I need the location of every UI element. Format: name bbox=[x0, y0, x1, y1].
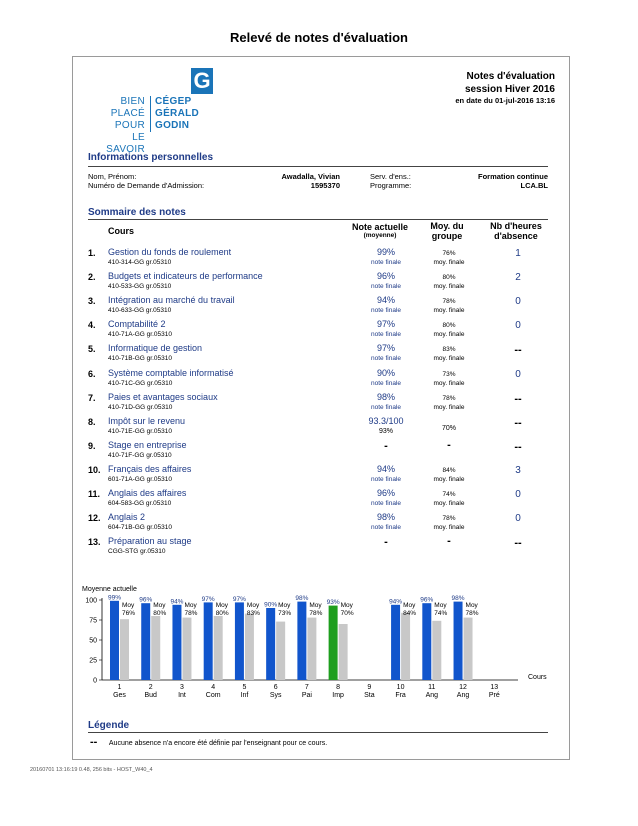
moy-bar-label: 84% bbox=[403, 610, 417, 617]
moy-bar-label: 73% bbox=[278, 610, 292, 617]
course-group-avg-sub: moy. finale bbox=[433, 403, 465, 411]
logo-tagline bbox=[93, 96, 145, 156]
moy-bar-label: 80% bbox=[215, 610, 229, 617]
course-code: 601-71A-GG gr.05310 bbox=[108, 475, 172, 483]
course-group-avg: 78% bbox=[442, 515, 456, 523]
x-tick-label: 2 bbox=[148, 684, 153, 691]
moy-bar-label: 78% bbox=[184, 610, 198, 617]
course-row bbox=[88, 367, 548, 390]
course-number: 3. bbox=[88, 296, 96, 307]
course-number: 12. bbox=[88, 513, 101, 524]
course-number: 2. bbox=[88, 272, 96, 283]
course-group-avg-sub: moy. finale bbox=[433, 524, 465, 532]
course-code: 410-314-GG gr.05310 bbox=[108, 259, 172, 266]
course-grade-sub: note finale bbox=[371, 259, 401, 266]
course-group-avg-sub: moy. finale bbox=[433, 283, 465, 291]
col-header-group-avg bbox=[415, 221, 479, 241]
course-grade-sub: note finale bbox=[371, 475, 401, 483]
x-category-label: Int bbox=[178, 692, 186, 699]
course-row bbox=[88, 487, 548, 510]
moy-bar-label: 83% bbox=[246, 610, 260, 617]
course-grade: 96% bbox=[376, 271, 395, 282]
course-group-avg: 80% bbox=[442, 322, 456, 330]
x-category-label: Ges bbox=[113, 692, 126, 699]
y-tick-label: 50 bbox=[89, 637, 97, 645]
course-grade: 93.3/100 bbox=[368, 415, 404, 426]
service-label: Serv. d'ens.: bbox=[370, 172, 411, 181]
chart-title: Moyenne actuelle bbox=[82, 586, 137, 593]
note-bar bbox=[329, 606, 338, 680]
note-bar-label: 99% bbox=[107, 594, 122, 602]
course-name-link[interactable]: Préparation au stage bbox=[108, 536, 192, 547]
course-grade: 90% bbox=[376, 367, 395, 378]
moy-bar-label: 70% bbox=[340, 610, 354, 617]
course-name-link[interactable]: Informatique de gestion bbox=[108, 343, 203, 354]
note-bar-label: 98% bbox=[451, 595, 465, 603]
logo-name-line: GÉRALD bbox=[155, 108, 200, 119]
moy-bar-label: 76% bbox=[122, 610, 136, 617]
x-category-label: Imp bbox=[332, 692, 344, 699]
col-header-group-avg-line: groupe bbox=[431, 231, 463, 241]
note-bar bbox=[204, 602, 213, 680]
course-grade: 96% bbox=[376, 488, 395, 498]
note-bar-label: 94% bbox=[389, 598, 403, 606]
moy-bar-word: Moy bbox=[309, 602, 322, 609]
course-row bbox=[88, 415, 548, 438]
college-logo bbox=[93, 68, 215, 155]
x-tick-label: 3 bbox=[180, 684, 184, 691]
x-category-label: Sys bbox=[269, 692, 282, 699]
course-absence: -- bbox=[514, 416, 522, 429]
course-row bbox=[88, 270, 548, 293]
course-grade-sub: note finale bbox=[371, 331, 401, 339]
course-name-link[interactable]: Comptabilité 2 bbox=[108, 319, 166, 330]
program-value: LCA.BL bbox=[520, 181, 548, 190]
logo-college-name bbox=[155, 96, 199, 132]
course-group-avg-sub: moy. finale bbox=[433, 331, 465, 339]
grade-chart bbox=[78, 582, 568, 712]
x-tick-label: 4 bbox=[211, 684, 216, 691]
course-name-link[interactable]: Anglais des affaires bbox=[108, 488, 187, 498]
x-tick-label: 7 bbox=[304, 684, 309, 691]
course-grade-sub: 93% bbox=[378, 427, 393, 435]
x-category-label: Sta bbox=[364, 692, 375, 699]
course-row bbox=[88, 535, 548, 558]
course-number: 9. bbox=[88, 440, 96, 451]
col-header-group-avg-line: Moy. du bbox=[430, 221, 464, 231]
course-number: 10. bbox=[88, 464, 101, 475]
course-number: 11. bbox=[88, 489, 101, 499]
x-tick-label: 9 bbox=[367, 684, 372, 691]
course-row bbox=[88, 463, 548, 486]
col-header-absence bbox=[478, 221, 554, 241]
course-absence: 0 bbox=[515, 320, 521, 332]
y-tick-label: 25 bbox=[89, 657, 97, 665]
moy-bar-label: 78% bbox=[465, 610, 479, 617]
moy-bar bbox=[214, 616, 223, 680]
x-tick-label: 10 bbox=[396, 684, 405, 691]
admission-number-label: Numéro de Demande d'Admission: bbox=[88, 181, 205, 190]
col-header-grade-label: Note actuelle bbox=[351, 222, 409, 232]
course-group-avg-sub: moy. finale bbox=[433, 475, 465, 483]
moy-bar-word: Moy bbox=[184, 602, 197, 609]
course-row bbox=[88, 391, 548, 414]
page-title: Relevé de notes d'évaluation bbox=[230, 30, 408, 45]
moy-bar bbox=[464, 618, 473, 680]
course-absence: -- bbox=[514, 537, 522, 550]
logo-name-line: GODIN bbox=[155, 120, 190, 131]
note-bar-label: 96% bbox=[139, 596, 153, 604]
x-category-label: Pré bbox=[488, 692, 500, 699]
course-number: 1. bbox=[88, 248, 96, 258]
note-bar-label: 94% bbox=[170, 598, 184, 606]
course-row bbox=[88, 294, 548, 317]
course-number: 4. bbox=[88, 320, 96, 331]
note-bar-label: 96% bbox=[420, 596, 434, 604]
moy-bar bbox=[307, 618, 316, 680]
course-name-link[interactable]: Impôt sur le revenu bbox=[108, 415, 186, 426]
course-grade-sub: note finale bbox=[371, 283, 401, 291]
x-tick-label: 1 bbox=[117, 684, 122, 691]
course-group-avg: 73% bbox=[442, 370, 456, 378]
moy-bar-word: Moy bbox=[403, 602, 416, 609]
course-row bbox=[88, 511, 548, 534]
note-bar bbox=[297, 602, 306, 680]
moy-bar-word: Moy bbox=[278, 602, 291, 609]
legend-text: Aucune absence n'a encore été définie par l'enseignant pour ce cours. bbox=[108, 740, 328, 747]
course-grade: 94% bbox=[376, 295, 395, 306]
note-bar-label: 90% bbox=[264, 601, 278, 609]
course-grade-sub: note finale bbox=[371, 379, 401, 387]
course-grade-sub: note finale bbox=[371, 403, 401, 411]
moy-bar-word: Moy bbox=[340, 602, 353, 609]
note-bar bbox=[422, 603, 431, 680]
note-bar-label: 93% bbox=[326, 599, 340, 607]
x-axis-label: Cours bbox=[528, 674, 547, 681]
admission-number-value: 1595370 bbox=[310, 181, 340, 190]
course-name-link[interactable]: Stage en entreprise bbox=[108, 439, 187, 450]
course-group-avg: - bbox=[447, 535, 451, 548]
moy-bar-label: 78% bbox=[309, 610, 323, 617]
personal-divider bbox=[88, 166, 548, 167]
course-group-avg-sub: 70% bbox=[441, 424, 456, 432]
course-code: 410-533-GG gr.05310 bbox=[108, 283, 172, 291]
legend-entry bbox=[90, 736, 327, 748]
x-category-label: Bud bbox=[144, 692, 157, 699]
course-name-link[interactable]: Intégration au marché du travail bbox=[108, 295, 235, 306]
course-row bbox=[88, 318, 548, 341]
note-bar-label: 97% bbox=[232, 595, 246, 603]
course-code: 604-583-GG gr.05310 bbox=[108, 500, 172, 507]
course-grade: - bbox=[384, 439, 388, 452]
course-grade: 98% bbox=[376, 391, 395, 402]
service-value: Formation continue bbox=[478, 172, 548, 181]
x-category-label: Pai bbox=[301, 692, 312, 699]
session-title: session Hiver 2016 bbox=[464, 84, 555, 95]
course-grade-sub: note finale bbox=[371, 500, 401, 507]
course-grade: 94% bbox=[376, 463, 395, 474]
report-date: en date du 01-jul-2016 13:16 bbox=[455, 96, 555, 105]
program-label: Programme: bbox=[370, 181, 412, 190]
course-number: 8. bbox=[88, 416, 96, 427]
moy-bar bbox=[401, 613, 410, 680]
note-bar-label: 98% bbox=[295, 595, 309, 603]
course-group-avg: 83% bbox=[442, 346, 456, 354]
course-absence: -- bbox=[514, 344, 522, 357]
col-header-absence-line: Nb d'heures bbox=[490, 221, 542, 231]
summary-divider bbox=[88, 219, 548, 220]
legend-symbol: -- bbox=[90, 736, 98, 748]
course-absence: 0 bbox=[515, 368, 521, 380]
course-code: CGG-STG gr.05310 bbox=[108, 548, 166, 556]
note-bar bbox=[454, 602, 463, 680]
notes-title: Notes d'évaluation bbox=[466, 71, 555, 82]
course-name-link[interactable]: Budgets et indicateurs de performance bbox=[108, 271, 263, 282]
x-tick-label: 6 bbox=[273, 684, 278, 691]
note-bar bbox=[141, 603, 150, 680]
moy-bar-word: Moy bbox=[122, 602, 135, 609]
course-grade-sub: note finale bbox=[371, 524, 401, 532]
course-absence: 1 bbox=[515, 248, 521, 259]
course-name-link[interactable]: Gestion du fonds de roulement bbox=[108, 247, 232, 257]
course-group-avg-sub: moy. finale bbox=[433, 355, 465, 363]
x-category-label: Inf bbox=[240, 692, 249, 699]
course-group-avg: 76% bbox=[442, 250, 456, 257]
course-group-avg: 74% bbox=[442, 491, 456, 498]
course-name-link[interactable]: Anglais 2 bbox=[108, 512, 146, 523]
x-tick-label: 12 bbox=[459, 684, 467, 691]
moy-bar-label: 80% bbox=[153, 610, 167, 617]
course-group-avg: 78% bbox=[442, 394, 456, 402]
course-code: 410-71D-GG gr.05310 bbox=[108, 403, 173, 411]
course-grade: - bbox=[384, 536, 388, 549]
logo-tagline-line: LE SAVOIR bbox=[106, 132, 145, 155]
x-tick-label: 8 bbox=[336, 684, 341, 691]
course-grade: 98% bbox=[376, 512, 395, 523]
moy-bar-word: Moy bbox=[215, 602, 228, 609]
course-absence: 0 bbox=[515, 296, 521, 308]
note-bar bbox=[266, 608, 275, 680]
col-header-grade bbox=[340, 222, 420, 239]
note-bar bbox=[235, 602, 244, 680]
course-grade: 97% bbox=[376, 343, 395, 354]
course-grade: 99% bbox=[376, 247, 395, 257]
course-code: 604-71B-GG gr.05310 bbox=[108, 524, 172, 532]
course-absence: 0 bbox=[515, 489, 521, 500]
logo-name-line: CÉGEP bbox=[155, 96, 192, 107]
course-number: 5. bbox=[88, 344, 96, 355]
y-tick-label: 75 bbox=[89, 617, 97, 625]
moy-bar bbox=[339, 624, 348, 680]
moy-bar-word: Moy bbox=[246, 602, 260, 609]
name-label: Nom, Prénom: bbox=[88, 172, 137, 181]
x-tick-label: 13 bbox=[490, 684, 499, 691]
course-code: 410-71A-GG gr.05310 bbox=[108, 331, 172, 339]
x-category-label: Ang bbox=[425, 692, 439, 699]
course-name-link[interactable]: Système comptable informatisé bbox=[108, 367, 234, 378]
moy-bar bbox=[182, 618, 191, 680]
x-category-label: Com bbox=[205, 692, 221, 699]
course-number: 7. bbox=[88, 392, 96, 403]
course-number: 6. bbox=[88, 368, 96, 379]
note-bar-label: 97% bbox=[201, 595, 215, 603]
moy-bar bbox=[432, 621, 441, 680]
name-value: Awadalla, Vivian bbox=[281, 172, 340, 181]
logo-tagline-line: BIEN PLACÉ bbox=[110, 96, 145, 119]
course-grade-sub: note finale bbox=[371, 307, 401, 315]
moy-bar bbox=[276, 622, 285, 680]
y-tick-label: 100 bbox=[85, 597, 97, 605]
course-number: 13. bbox=[88, 537, 101, 548]
course-name-link[interactable]: Français des affaires bbox=[108, 463, 192, 474]
course-group-avg: - bbox=[447, 438, 451, 451]
course-grade: 97% bbox=[376, 319, 395, 330]
moy-bar bbox=[245, 614, 254, 680]
course-group-avg-sub: moy. finale bbox=[433, 307, 465, 315]
course-group-avg-sub: moy. finale bbox=[433, 379, 465, 387]
course-absence: -- bbox=[514, 440, 522, 453]
course-code: 410-633-GG gr.05310 bbox=[108, 307, 172, 315]
course-row bbox=[88, 439, 548, 462]
course-row bbox=[88, 342, 548, 365]
note-bar bbox=[172, 605, 181, 680]
note-bar bbox=[110, 601, 119, 680]
course-code: 410-71F-GG gr.05310 bbox=[108, 451, 172, 459]
moy-bar-word: Moy bbox=[465, 602, 478, 609]
session-header bbox=[455, 70, 555, 105]
logo-letter: G bbox=[191, 68, 213, 94]
course-code: 410-71C-GG gr.05310 bbox=[108, 379, 173, 387]
course-absence: -- bbox=[514, 392, 522, 405]
moy-bar-word: Moy bbox=[434, 602, 447, 609]
course-group-avg: 80% bbox=[442, 274, 456, 282]
x-category-label: Ang bbox=[456, 692, 470, 699]
footer-stamp: 20160701 13:16:19 0.48, 256 bits - HOST_W40_4 bbox=[30, 767, 153, 773]
summary-section-title: Sommaire des notes bbox=[88, 207, 186, 218]
col-header-grade-sub: (moyenne) bbox=[363, 232, 397, 239]
moy-bar-label: 74% bbox=[434, 610, 448, 617]
course-code: 410-71E-GG gr.05310 bbox=[108, 427, 172, 435]
course-absence: 3 bbox=[515, 464, 521, 476]
moy-bar-word: Moy bbox=[153, 602, 166, 609]
col-header-absence-line: d'absence bbox=[494, 231, 538, 241]
course-group-avg: 78% bbox=[442, 298, 456, 306]
course-row bbox=[88, 246, 548, 269]
y-tick-label: 0 bbox=[93, 677, 97, 685]
logo-separator bbox=[150, 96, 151, 132]
x-tick-label: 11 bbox=[428, 684, 436, 691]
legend-section-title: Légende bbox=[88, 720, 130, 731]
course-name-link[interactable]: Paies et avantages sociaux bbox=[108, 391, 218, 402]
logo-tagline-line: POUR bbox=[114, 120, 145, 131]
x-tick-label: 5 bbox=[242, 684, 247, 691]
course-absence: 0 bbox=[515, 513, 521, 525]
course-grade-sub: note finale bbox=[371, 355, 401, 363]
course-group-avg: 84% bbox=[442, 466, 456, 474]
course-absence: 2 bbox=[515, 272, 521, 284]
course-group-avg-sub: moy. finale bbox=[433, 500, 465, 507]
moy-bar bbox=[151, 616, 160, 680]
moy-bar bbox=[120, 619, 129, 680]
col-header-course: Cours bbox=[108, 226, 135, 236]
x-category-label: Fra bbox=[395, 692, 406, 699]
course-group-avg-sub: moy. finale bbox=[433, 259, 465, 266]
legend-divider bbox=[88, 732, 548, 733]
note-bar bbox=[391, 605, 400, 680]
course-code: 410-71B-GG gr.05310 bbox=[108, 355, 172, 363]
personal-section-title: Informations personnelles bbox=[88, 152, 214, 163]
